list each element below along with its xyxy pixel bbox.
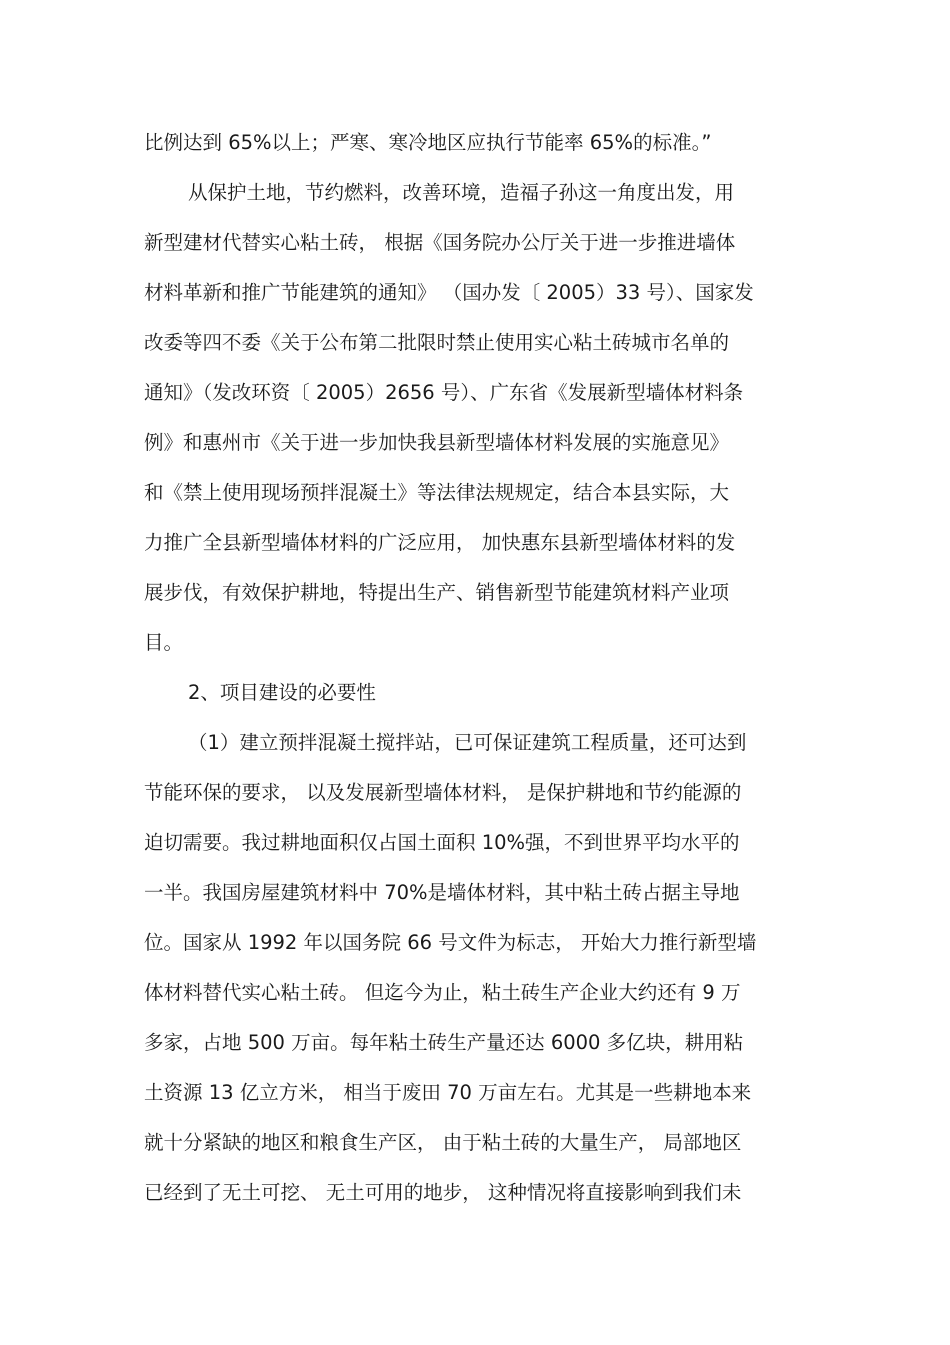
text-line: 一半。我国房屋建筑材料中 70%是墙体材料，其中粘土砖占据主导地: [144, 881, 740, 904]
text-line: 就十分紧缺的地区和粮食生产区， 由于粘土砖的大量生产， 局部地区: [144, 1131, 742, 1154]
text-line: 土资源 13 亿立方米， 相当于废田 70 万亩左右。尤其是一些耕地本来: [144, 1081, 752, 1104]
paragraph-first-line: 从保护土地，节约燃料，改善环境，造福子孙这一角度出发，用: [188, 181, 735, 204]
text-line: 迫切需要。我过耕地面积仅占国土面积 10%强，不到世界平均水平的: [144, 831, 740, 854]
text-line: 多家，占地 500 万亩。每年粘土砖生产量还达 6000 多亿块，耕用粘: [144, 1031, 744, 1054]
text-line: 力推广全县新型墙体材料的广泛应用， 加快惠东县新型墙体材料的发: [144, 531, 736, 554]
paragraph-first-line: （1）建立预拌混凝土搅拌站，已可保证建筑工程质量，还可达到: [188, 731, 747, 754]
text-line: 目。: [144, 631, 184, 654]
section-heading: 2、项目建设的必要性: [188, 681, 376, 704]
text-line: 展步伐，有效保护耕地，特提出生产、销售新型节能建筑材料产业项: [144, 581, 730, 604]
text-line: 比例达到 65%以上；严寒、寒冷地区应执行节能率 65%的标准。”: [144, 131, 712, 154]
text-line: 材料革新和推广节能建筑的通知》 （国办发〔 2005）33 号）、国家发: [144, 281, 754, 304]
text-line: 新型建材代替实心粘土砖， 根据《国务院办公厅关于进一步推进墙体: [144, 231, 736, 254]
text-line: 通知》（发改环资〔 2005）2656 号）、广东省《发展新型墙体材料条: [144, 381, 744, 404]
text-line: 已经到了无土可挖、 无土可用的地步， 这种情况将直接影响到我们未: [144, 1181, 742, 1204]
text-line: 改委等四不委《关于公布第二批限时禁止使用实心粘土砖城市名单的: [144, 331, 730, 354]
text-line: 体材料替代实心粘土砖。 但迄今为止，粘土砖生产企业大约还有 9 万: [144, 981, 741, 1004]
text-line: 和《禁上使用现场预拌混凝土》等法律法规规定，结合本县实际，大: [144, 481, 730, 504]
text-line: 节能环保的要求， 以及发展新型墙体材料， 是保护耕地和节约能源的: [144, 781, 742, 804]
text-line: 位。国家从 1992 年以国务院 66 号文件为标志， 开始大力推行新型墙: [144, 931, 757, 954]
text-line: 例》和惠州市《关于进一步加快我县新型墙体材料发展的实施意见》: [144, 431, 730, 454]
